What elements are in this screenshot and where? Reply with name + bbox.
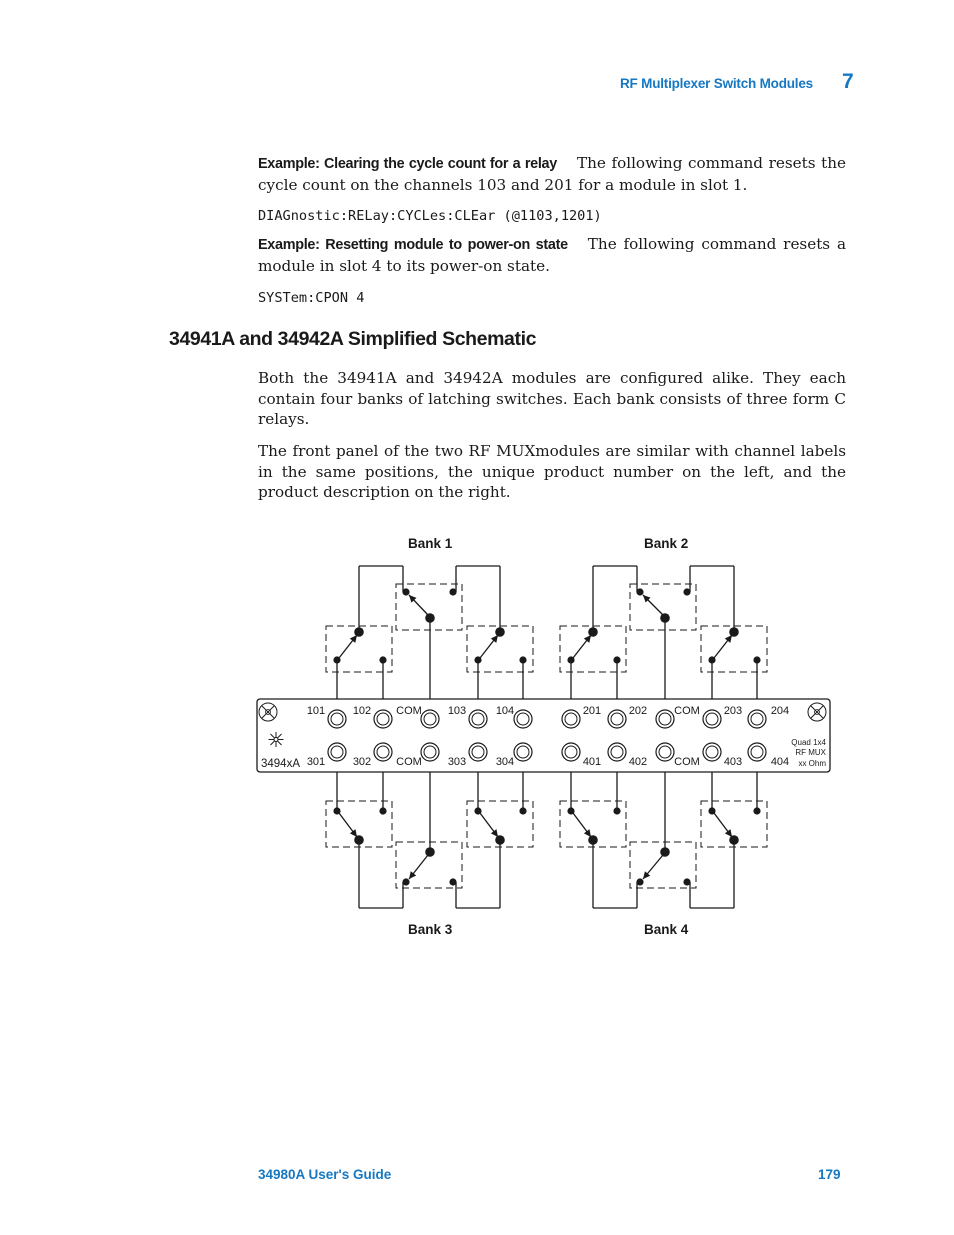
connector-bottom-4 [469, 743, 487, 761]
bank-2-label: Bank 2 [644, 536, 689, 551]
channel-label-top: 103 [447, 705, 467, 717]
connector-top-6 [562, 710, 580, 728]
channel-label-bottom: 303 [447, 756, 467, 768]
connector-top-8 [656, 710, 674, 728]
footer-guide-title: 34980A User's Guide [258, 1167, 392, 1182]
product-number: 3494xA [261, 758, 301, 770]
connector-bottom-1 [328, 743, 346, 761]
agilent-logo-icon [269, 732, 284, 747]
channel-label-top: 203 [723, 705, 743, 717]
bank-4-label: Bank 4 [644, 922, 689, 937]
example-1-lead: Example: Clearing the cycle count for a relay [258, 156, 557, 172]
channel-label-top: 202 [628, 705, 648, 717]
connector-bottom-2 [374, 743, 392, 761]
relay-arm-arrow [350, 635, 357, 643]
channel-label-top: 101 [306, 705, 326, 717]
channel-label-bottom: 403 [723, 756, 743, 768]
description-line-2: RF MUX [795, 748, 826, 757]
channel-label-top: COM [396, 705, 422, 717]
example-2-paragraph [258, 234, 846, 276]
connector-bottom-7 [608, 743, 626, 761]
section-paragraph-2: The front panel of the two RF MUXmodules are similar with channel labels in the same positions, the unique product number on the left, and the product description on the right. [258, 442, 846, 501]
channel-label-bottom: 401 [582, 756, 602, 768]
channel-label-top: 204 [770, 705, 790, 717]
front-panel [257, 699, 830, 772]
channel-label-top: 201 [582, 705, 602, 717]
connector-bottom-3 [421, 743, 439, 761]
connector-top-7 [608, 710, 626, 728]
relay-arm-arrow [725, 829, 732, 837]
relay-arm-arrow [491, 635, 498, 643]
relay-arm-arrow [725, 635, 732, 643]
bank-3-label: Bank 3 [408, 922, 453, 937]
channel-label-bottom: 302 [352, 756, 372, 768]
connector-bottom-6 [562, 743, 580, 761]
example-2-code: SYSTem:CPON 4 [258, 290, 365, 306]
channel-label-bottom: COM [674, 756, 700, 768]
connector-top-2 [374, 710, 392, 728]
example-2-text: The following command resets a module in slot 4 to its power-on state. [258, 235, 846, 275]
relay-arm-arrow [491, 829, 498, 837]
connector-top-1 [328, 710, 346, 728]
connector-bottom-9 [703, 743, 721, 761]
example-2-lead: Example: Resetting module to power-on state [258, 237, 568, 253]
connector-top-5 [514, 710, 532, 728]
connector-bottom-5 [514, 743, 532, 761]
channel-label-top: 104 [495, 705, 515, 717]
connector-bottom-10 [748, 743, 766, 761]
connector-top-9 [703, 710, 721, 728]
channel-label-bottom: 402 [628, 756, 648, 768]
connector-top-10 [748, 710, 766, 728]
example-1-paragraph [258, 153, 846, 195]
connector-bottom-8 [656, 743, 674, 761]
relay-arm-arrow [350, 829, 357, 837]
relay-arm-arrow [584, 635, 591, 643]
relay-arm-arrow [409, 871, 416, 879]
schematic-figure [250, 530, 840, 940]
channel-label-bottom: 404 [770, 756, 790, 768]
bank-1-label: Bank 1 [408, 536, 453, 551]
channel-label-bottom: COM [396, 756, 422, 768]
channel-label-bottom: 301 [306, 756, 326, 768]
channel-label-top: 102 [352, 705, 372, 717]
footer-page-number: 179 [818, 1167, 841, 1182]
channel-label-bottom: 304 [495, 756, 515, 768]
channel-label-top: COM [674, 705, 700, 717]
relay-arm-arrow [584, 829, 591, 837]
description-line-3: xx Ohm [798, 759, 826, 768]
section-paragraph-1: Both the 34941A and 34942A modules are configured alike. They each contain four banks of latching switches. Each bank consists of three form C relays. [258, 369, 846, 428]
connector-top-3 [421, 710, 439, 728]
chapter-number: 7 [842, 70, 854, 93]
section-heading: 34941A and 34942A Simplified Schematic [169, 328, 537, 350]
example-1-text: The following command resets the cycle count on the channels 103 and 201 for a module in slot 1. [258, 154, 847, 194]
connector-top-4 [469, 710, 487, 728]
description-line-1: Quad 1x4 [791, 738, 826, 747]
example-1-code: DIAGnostic:RELay:CYCLes:CLEar (@1103,1201) [258, 208, 602, 224]
running-header-title: RF Multiplexer Switch Modules [620, 76, 813, 91]
